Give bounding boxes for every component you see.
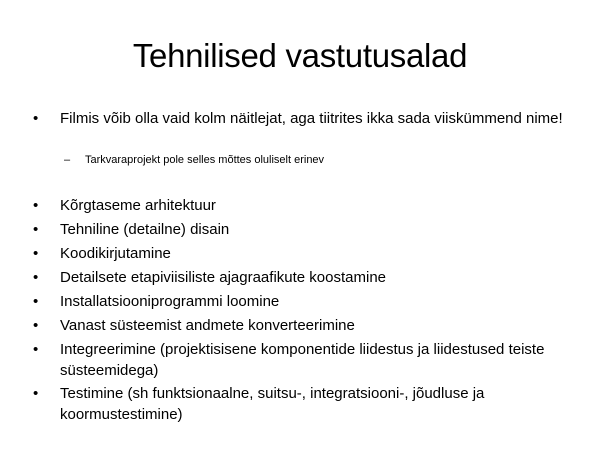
bullet-item	[33, 339, 573, 381]
bullet-text: Vanast süsteemist andmete konverteerimine	[60, 317, 355, 334]
bullet-item	[33, 219, 573, 240]
bullet-marker: •	[33, 269, 39, 286]
bullet-marker: •	[33, 245, 39, 262]
bullet-marker: •	[33, 221, 39, 238]
bullet-marker: •	[33, 341, 39, 358]
bullet-marker: •	[33, 317, 39, 334]
bullet-marker: •	[33, 293, 39, 310]
bullet-item	[33, 315, 573, 336]
bullet-text: Kõrgtaseme arhitektuur	[60, 197, 216, 214]
bullet-text: Koodikirjutamine	[60, 245, 171, 262]
bullet-marker: •	[33, 110, 39, 127]
sub-bullet-marker: –	[64, 154, 71, 166]
bullet-text: Testimine (sh funktsionaalne, suitsu-, integratsiooni-, jõudluse ja koormustestimine)	[60, 385, 485, 423]
bullet-text: Tehniline (detailne) disain	[60, 221, 230, 238]
bullet-text: Installatsiooniprogrammi loomine	[60, 293, 280, 310]
bullet-item	[33, 267, 573, 288]
bullet-text: Detailsete etapiviisiliste ajagraafikute koostamine	[60, 269, 387, 286]
bullet-item	[33, 291, 573, 312]
bullet-item	[33, 195, 573, 216]
slide-title: Tehnilised vastutusalad	[132, 37, 468, 74]
bullet-marker: •	[33, 385, 39, 402]
bullet-text: Filmis võib olla vaid kolm näitlejat, aga tiitrites ikka sada viiskümmend nime!	[60, 110, 563, 127]
bullet-marker: •	[33, 197, 39, 214]
sub-bullet-text: Tarkvaraprojekt pole selles mõttes oluliselt erinev	[85, 154, 325, 166]
bullet-item	[33, 383, 573, 425]
bullet-text: Integreerimine (projektisisene komponentide liidestus ja liidestused teiste süsteemidega)	[60, 341, 545, 379]
sub-bullet-item	[64, 153, 564, 167]
bullet-item	[33, 243, 573, 264]
bullet-item	[33, 108, 573, 129]
